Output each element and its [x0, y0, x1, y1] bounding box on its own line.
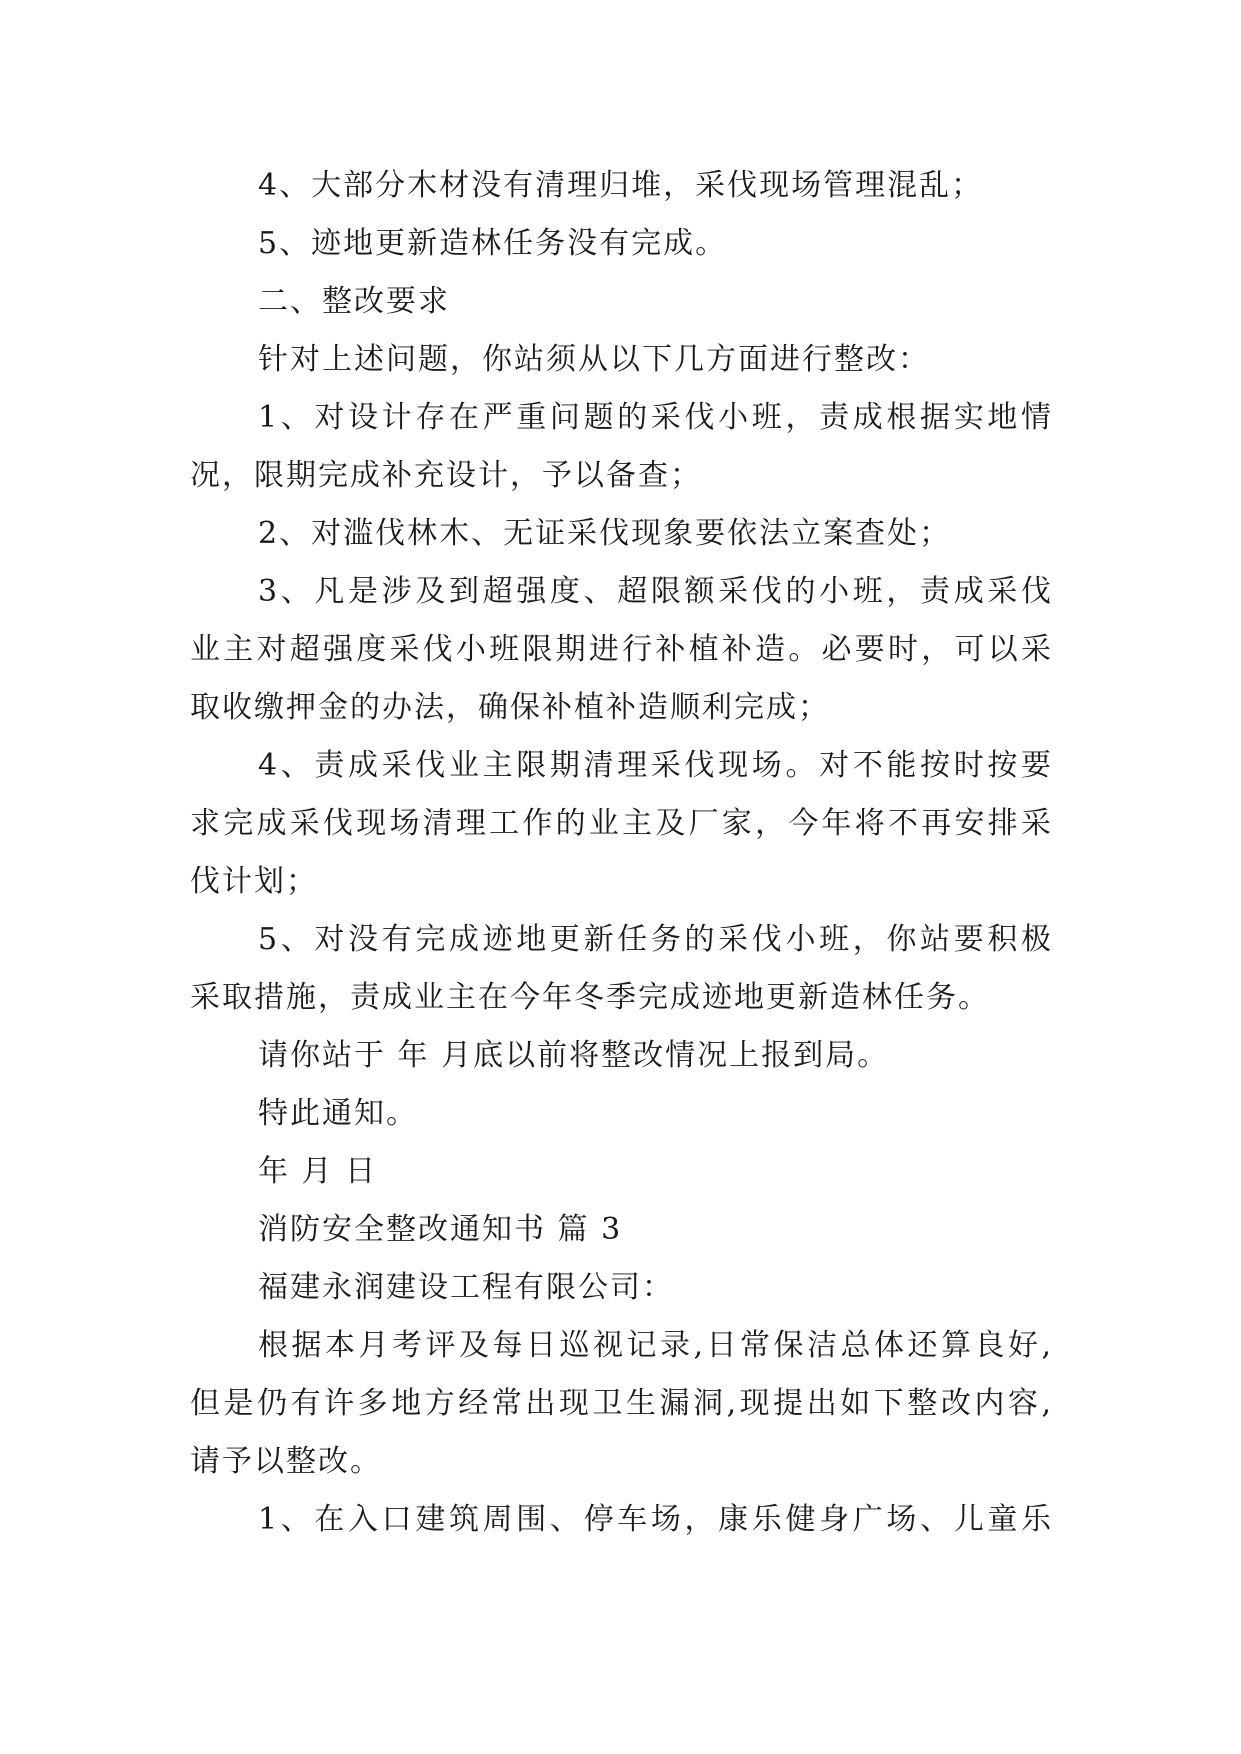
text-line: 请你站于 年 月底以前将整改情况上报到局。 [258, 1038, 890, 1073]
text-line: 特此通知。 [258, 1096, 418, 1131]
text-line: 5、对没有完成迹地更新任务的采伐小班，你站要积极 [258, 922, 1051, 957]
text-line: 根据本月考评及每日巡视记录,日常保洁总体还算良好, [258, 1328, 1051, 1363]
text-line: 业主对超强度采伐小班限期进行补植补造。必要时，可以采 [190, 632, 1051, 667]
text-line: 但是仍有许多地方经常出现卫生漏洞,现提出如下整改内容, [190, 1386, 1051, 1421]
text-line: 况，限期完成补充设计，予以备查； [190, 458, 702, 493]
section-heading: 二、整改要求 [258, 284, 450, 319]
date-line: 年 月 日 [258, 1154, 378, 1189]
text-line: 伐计划； [190, 864, 318, 899]
text-line: 4、责成采伐业主限期清理采伐现场。对不能按时按要 [258, 748, 1051, 783]
text-line: 取收缴押金的办法，确保补植补造顺利完成； [190, 690, 830, 725]
text-line: 请予以整改。 [190, 1444, 382, 1479]
text-line: 针对上述问题，你站须从以下几方面进行整改： [258, 342, 930, 377]
text-line: 3、凡是涉及到超强度、超限额采伐的小班，责成采伐 [258, 574, 1051, 609]
addressee: 福建永润建设工程有限公司： [258, 1270, 674, 1305]
text-line: 采取措施，责成业主在今年冬季完成迹地更新造林任务。 [190, 980, 990, 1015]
text-line: 求完成采伐现场清理工作的业主及厂家，今年将不再安排采 [190, 806, 1051, 841]
text-line: 4、大部分木材没有清理归堆，采伐现场管理混乱； [258, 168, 984, 203]
text-line: 5、迹地更新造林任务没有完成。 [258, 226, 728, 261]
text-line: 2、对滥伐林木、无证采伐现象要依法立案查处； [258, 516, 952, 551]
document-title: 消防安全整改通知书 篇 3 [258, 1212, 623, 1247]
text-line: 1、对设计存在严重问题的采伐小班，责成根据实地情 [258, 400, 1051, 435]
text-line: 1、在入口建筑周围、停车场，康乐健身广场、儿童乐 [258, 1502, 1051, 1537]
